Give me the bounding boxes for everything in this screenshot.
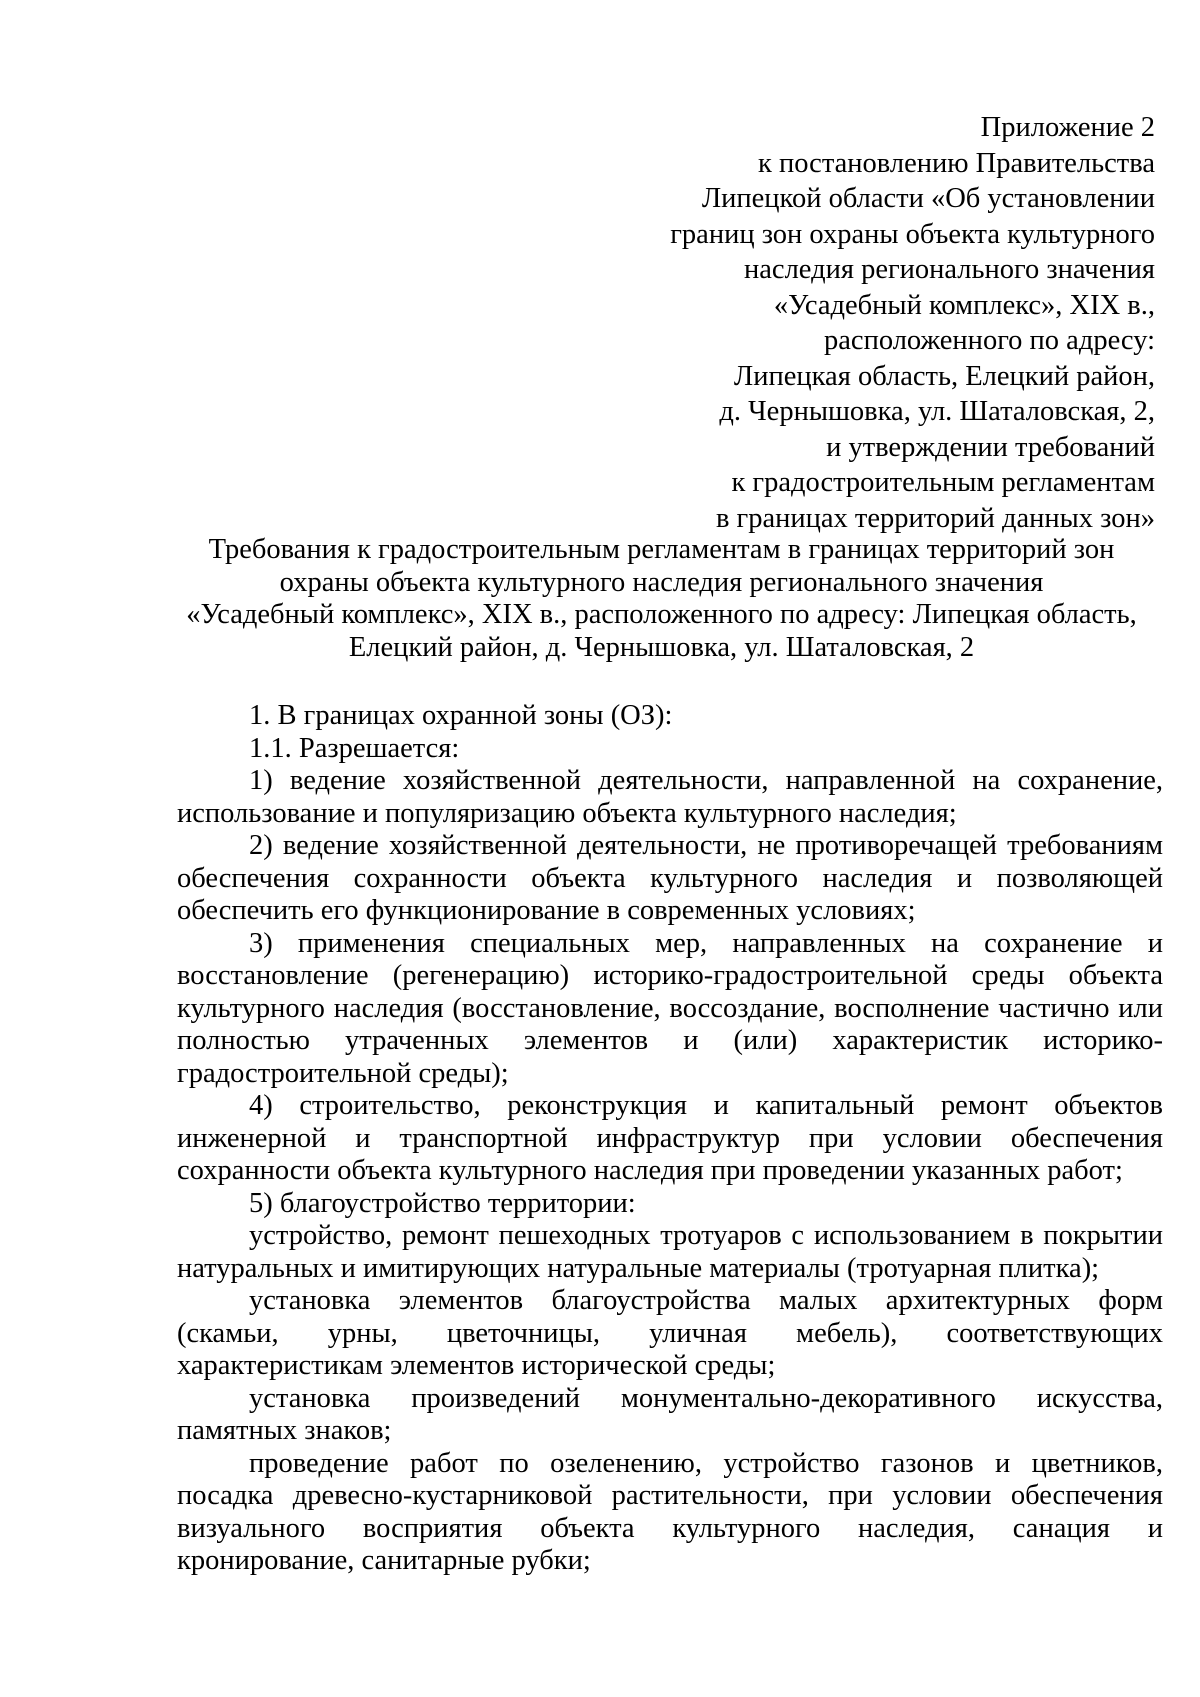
annex-line: д. Чернышовка, ул. Шаталовская, 2, [719,396,1155,427]
annex-line: наследия регионального значения [744,254,1155,285]
document-title [160,534,1163,664]
annex-line: Приложение 2 [980,112,1155,143]
annex-line: «Усадебный комплекс», XIX в., [773,289,1155,321]
subsection-heading: 1.1. Разрешается: [249,732,460,764]
title-line: охраны объекта культурного наследия регионального значения [279,566,1044,598]
sub-list-item: проведение работ по озеленению, устройство газонов и цветников, посадка древесно-кустарниковой растительности, при условии обеспечения визуального восприятия объекта культурного наследия, санация и кронирование, санитарные рубки; [177,1447,1163,1576]
list-item: 5) благоустройство территории: [249,1187,636,1219]
annex-line: Липецкая область, Елецкий район, [733,360,1155,392]
annex-line: расположенного по адресу: [824,325,1155,356]
document-body [177,700,1163,1578]
annex-line: границ зон охраны объекта культурного [670,218,1155,250]
title-line: Требования к градостроительным регламентам в границах территорий зон [208,534,1115,565]
sub-list-item: установка элементов благоустройства малых архитектурных форм (скамьи, урны, цветочницы, уличная мебель), соответствующих характеристикам элементов исторической среды; [177,1285,1163,1381]
list-item: 2) ведение хозяйственной деятельности, не противоречащей требованиям обеспечения сохранности объекта культурного наследия и позволяющей обеспечить его функционирование в современных условиях; [177,830,1163,926]
list-item: 4) строительство, реконструкция и капитальный ремонт объектов инженерной и транспортной инфраструктур при условии обеспечения сохранности объекта культурного наследия при проведении указанных работ; [177,1090,1163,1186]
list-item: 1) ведение хозяйственной деятельности, направленной на сохранение, использование и популяризацию объекта культурного наследия; [177,765,1163,829]
annex-line: к градостроительным регламентам [731,467,1155,498]
sub-list-item: установка произведений монументально-декоративного искусства, памятных знаков; [177,1382,1163,1446]
annex-header [555,110,1155,536]
sub-list-item: устройство, ремонт пешеходных тротуаров с использованием в покрытии натуральных и имитирующих натуральные материалы (тротуарная плитка); [177,1220,1163,1284]
title-line: Елецкий район, д. Чернышовка, ул. Шаталовская, 2 [348,631,975,663]
annex-line: и утверждении требований [826,431,1155,463]
annex-line: в границах территорий данных зон» [715,502,1155,534]
section-heading: 1. В границах охранной зоны (ОЗ): [249,700,673,731]
annex-line: Липецкой области «Об установлении [701,183,1155,214]
title-line: «Усадебный комплекс», XIX в., расположенного по адресу: Липецкая область, [186,599,1137,630]
list-item: 3) применения специальных мер, направленных на сохранение и восстановление (регенерацию) историко-градостроительной среды объекта культурного наследия (восстановление, воссоздание, восполнение частично или полностью утраченных элементов и (или) характеристик историко-градостроительной среды); [177,927,1163,1089]
annex-line: к постановлению Правительства [757,147,1155,179]
